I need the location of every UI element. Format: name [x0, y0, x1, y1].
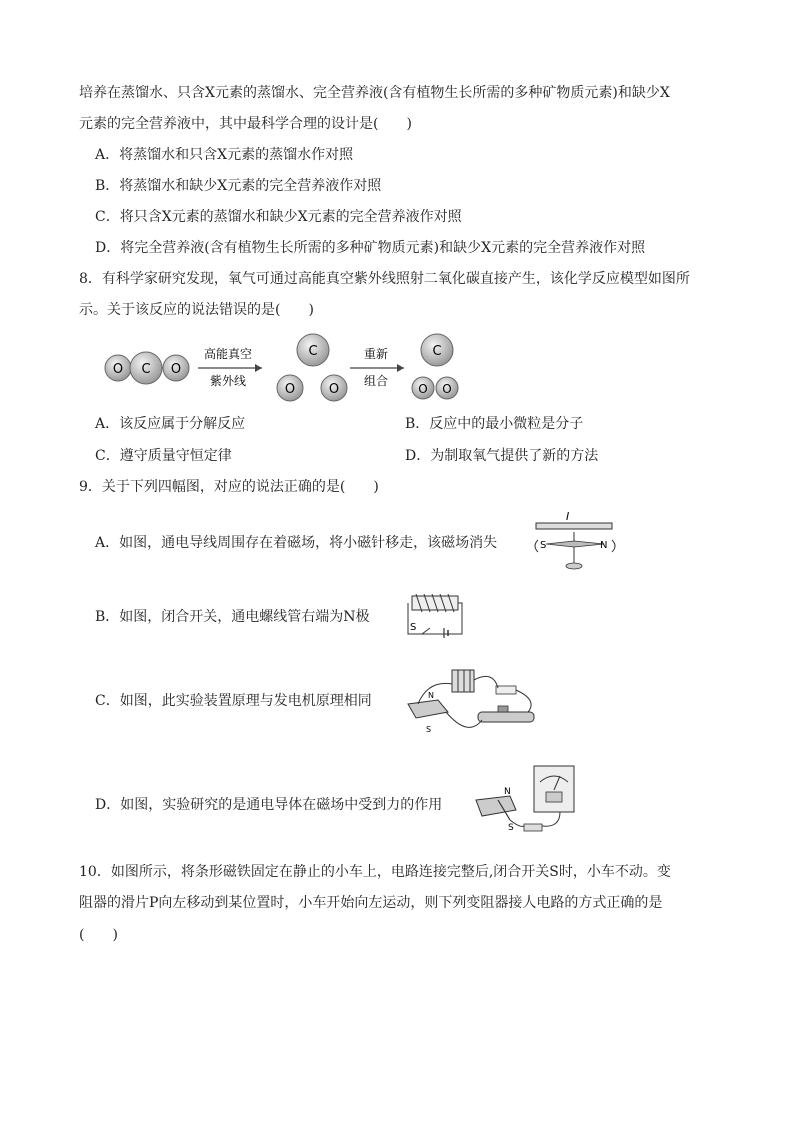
q7-option-d: D．将完全营养液(含有植物生长所需的多种矿物质元素)和缺少X元素的完全营养液作对照 — [95, 240, 646, 256]
q7-option-a: A．将蒸馏水和只含X元素的蒸馏水作对照 — [95, 147, 354, 163]
q8-option-d: D．为制取氧气提供了新的方法 — [405, 448, 599, 464]
induction-experiment-figure — [470, 760, 580, 840]
q8-stem-line-2: 示。关于该反应的说法错误的是( ) — [79, 302, 314, 318]
needle-south-label: S — [540, 540, 547, 551]
co2-molecule — [105, 352, 189, 384]
products — [412, 334, 458, 399]
q10-stem-line-2: 阻器的滑片P向左移动到某位置时，小车开始向左运动，则下列变阻器接人电路的方式正确的是 — [79, 895, 663, 911]
co2-o-right-label: O — [170, 362, 182, 377]
magnet-south-label: S — [508, 823, 514, 833]
q8-stem-line-1: 8．有科学家研究发现，氧气可通过高能真空紫外线照射二氧化碳直接产生，该化学反应模型如图所 — [79, 271, 690, 287]
co2-c-label: C — [141, 362, 151, 377]
q10-stem-line-1: 10．如图所示，将条形磁铁固定在静止的小车上，电路连接完整后,闭合开关S时，小车不动。变 — [79, 864, 671, 880]
arrow-recombine — [350, 346, 404, 388]
product-c-label: C — [432, 344, 442, 359]
magnet-n-label: N — [428, 691, 434, 700]
q8-option-c: C．遵守质量守恒定律 — [95, 448, 232, 464]
free-o2-label: O — [328, 382, 340, 397]
free-c-label: C — [308, 344, 318, 359]
q9-stem: 9．关于下列四幅图，对应的说法正确的是( ) — [79, 479, 379, 495]
needle-north-label: N — [600, 540, 608, 551]
product-o1-label: O — [418, 382, 428, 396]
q7-option-c: C．将只含X元素的蒸馏水和缺少X元素的完全营养液作对照 — [95, 209, 462, 225]
q8-option-a: A．该反应属于分解反应 — [95, 416, 246, 432]
arrow-uv — [198, 346, 262, 388]
reaction-model-diagram — [98, 330, 478, 408]
q7-option-b: B．将蒸馏水和缺少X元素的完全营养液作对照 — [95, 178, 382, 194]
oersted-experiment-figure — [524, 508, 624, 578]
magnet-north-label: N — [504, 787, 511, 797]
q8-option-b: B．反应中的最小微粒是分子 — [405, 416, 584, 432]
q9-option-b: B．如图，闭合开关，通电螺线管右端为N极 — [95, 609, 370, 625]
q9-option-d: D．如图，实验研究的是通电导体在磁场中受到力的作用 — [95, 797, 443, 813]
solenoid-figure — [404, 590, 470, 640]
q7-stem-line-1: 培养在蒸馏水、只含X元素的蒸馏水、完全营养液(含有植物生长所需的多种矿物质元素)和缺少X — [79, 85, 670, 101]
co2-o-left-label: O — [112, 362, 124, 377]
q9-option-a: A．如图，通电导线周围存在着磁场，将小磁针移走，该磁场消失 — [95, 535, 498, 551]
q7-stem-line-2: 元素的完全营养液中，其中最科学合理的设计是( ) — [79, 116, 412, 132]
q10-stem-line-3: ( ) — [79, 927, 118, 943]
switch-s-label: S — [410, 622, 417, 633]
magnet-s-label: S — [426, 725, 432, 734]
motor-experiment-figure — [398, 660, 548, 740]
arrow1-bottom-text: 紫外线 — [209, 374, 247, 388]
q9-option-c: C．如图，此实验装置原理与发电机原理相同 — [95, 693, 372, 709]
arrow2-top-text: 重新 — [363, 347, 389, 361]
free-o1-label: O — [284, 382, 296, 397]
arrow2-bottom-text: 组合 — [363, 374, 389, 388]
current-i-label: I — [566, 510, 570, 523]
product-o2-label: O — [442, 382, 452, 396]
arrow1-top-text: 高能真空 — [203, 347, 253, 361]
separated-atoms — [277, 334, 347, 401]
